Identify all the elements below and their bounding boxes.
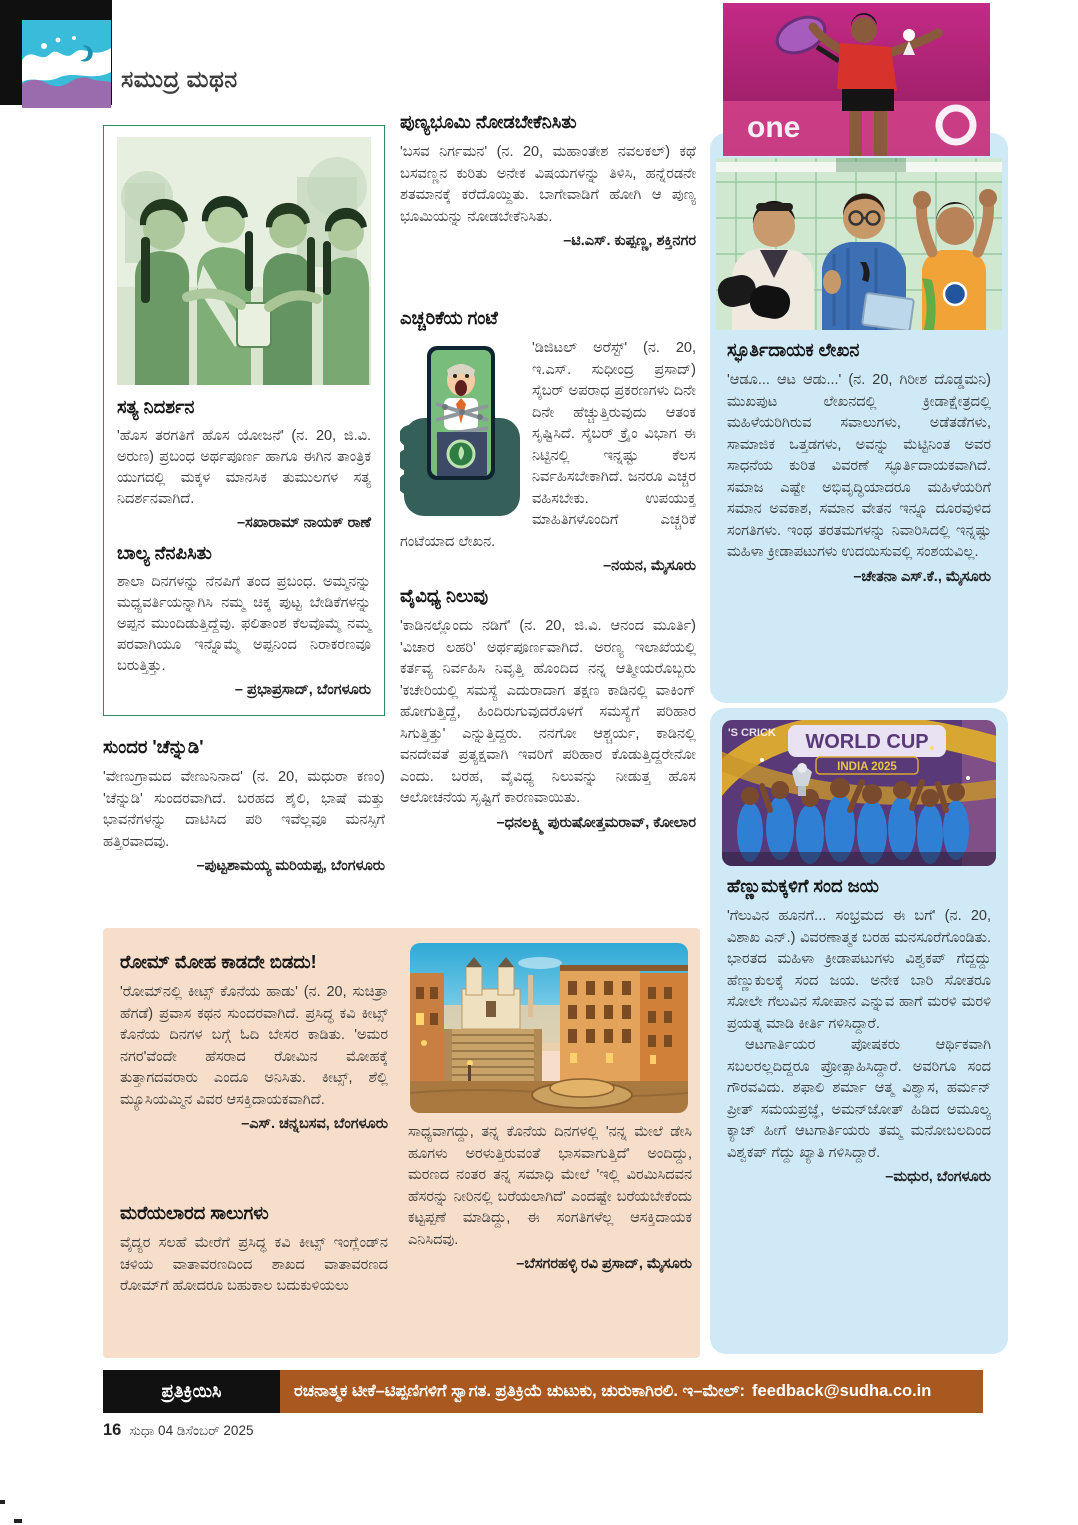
letter-title: ಸುಂದರ 'ಚೆನ್ನುಡಿ' bbox=[103, 737, 204, 757]
letter-body: 'ರೋಮ್‌ನಲ್ಲಿ ಕೀಟ್ಸ್ ಕೊನೆಯ ಹಾಡು' (ನ. 20, ಸುಚಿತ್ರಾ ಹೆಗಡೆ) ಪ್ರವಾಸ ಕಥನ ಸುಂದರವಾಗಿದೆ. ಪ್ರಸಿದ್ಧ ಕವಿ ಕೀಟ್ಸ್ ಕೊನೆಯ ದಿನಗಳ ಬಗ್ಗೆ ಓದಿ ಬೇಸರ ಕಾಡಿತು. 'ಅಮರ ನಗರ'ವೆಂದೇ ಹೆಸರಾದ ರೋಮಿನ ಮೋಹಕ್ಕೆ ತುತ್ತಾಗದವರಾರು ಎಂದೂ ಅನಿಸಿತು. ಕೀಟ್ಸ್, ಶೆಲ್ಲಿ ಮ್ಯೂಸಿಯಮ್ಮಿನ ವಿವರ ಆಸಕ್ತಿದಾಯಕವಾಗಿದೆ. bbox=[120, 984, 388, 1108]
page-footer bbox=[103, 1421, 253, 1440]
world-cup-photo bbox=[722, 720, 996, 866]
feedback-email-link[interactable]: feedback@sudha.co.in bbox=[752, 1382, 932, 1400]
letter-body: 'ಕಾಡಿನಲ್ಲೊಂದು ನಡಿಗೆ' (ನ. 20, ಜಿ.ವಿ. ಆನಂದ ಮೂರ್ತಿ) 'ವಿಚಾರ ಲಹರಿ' ಅರ್ಥಪೂರ್ಣವಾಗಿದೆ. ಅರಣ್ಯ ಇಲಾಖೆಯಲ್ಲಿ ಕರ್ತವ್ಯ ನಿರ್ವಹಿಸಿ ನಿವೃತ್ತಿ ಹೊಂದಿದ ನನ್ನ ಆತ್ಮೀಯರೊಬ್ಬರು 'ಕಚೇರಿಯಲ್ಲಿ ಸಮಸ್ಯೆ ಎದುರಾದಾಗ ತಕ್ಷಣ ಕಾಡಿನಲ್ಲಿ ವಾಕಿಂಗ್ ಹೋಗುತ್ತಿದ್ದೆ, ಹಿಂದಿರುಗುವುದರೊಳಗೆ ಸಮಸ್ಯೆಗೆ ಪರಿಹಾರ ಸಿಗುತ್ತಿತ್ತು' ಎನ್ನುತ್ತಿದ್ದರು. ನನಗೋ ಆಶ್ಚರ್ಯ, ಕಾಡಿನಲ್ಲಿ ವನದೇವತೆ ಪ್ರತ್ಯಕ್ಷವಾಗಿ ಇವರಿಗೆ ಪರಿಹಾರ ಕೊಡುತ್ತಿದ್ದರೇನೋ ಎಂದು. ಬರಹ, ವೈವಿಧ್ಯ ನಿಲುವನ್ನು ನೀಡುತ್ತ ಹೊಸ ಆಲೋಚನೆಯ ಸೃಷ್ಟಿಗೆ ಕಾರಣವಾಯಿತು. bbox=[400, 618, 696, 806]
letter-body: 'ಡಿಜಿಟಲ್ ಅರೆಸ್ಟ್' (ನ. 20, ಇ.ಎಸ್. ಸುಧೀಂದ್ರ ಪ್ರಸಾದ್) ಸೈಬರ್ ಅಪರಾಧ ಪ್ರಕರಣಗಳು ದಿನೇ ದಿನೇ ಹೆಚ್ಚುತ್ತಿರುವುದು ಆತಂಕ ಸೃಷ್ಟಿಸಿದೆ. ಸೈಬರ್ ಕ್ರೈಂ ವಿಭಾಗ ಈ ನಿಟ್ಟಿನಲ್ಲಿ ಇನ್ನಷ್ಟು ಕೆಲಸ ನಿರ್ವಹಿಸಬೇಕಾಗಿದೆ. ಜನರೂ ಎಚ್ಚರ ವಹಿಸಬೇಕು. ಉಪಯುಕ್ತ ಮಾಹಿತಿಗಳೊಂದಿಗೆ ಎಚ್ಚರಿಕೆ ಗಂಟೆಯಾದ ಲೇಖನ. bbox=[400, 340, 696, 550]
letter-body: 'ಗೆಲುವಿನ ಹೂನಗೆ... ಸಂಭ್ರಮದ ಈ ಬಗೆ' (ನ. 20, ವಿಶಾಖ ಎನ್.) ವಿವರಣಾತ್ಮಕ ಬರಹ ಮನಸೂರೆಗೊಂಡಿತು. ಭಾರತದ ಮಹಿಳಾ ಕ್ರೀಡಾಪಟುಗಳು ವಿಶ್ವಕಪ್ ಗೆದ್ದದ್ದು ಹೆಣ್ಣುಕುಲಕ್ಕೆ ಸಂದ ಜಯ. ಅನೇಕ ಬಾರಿ ಸೋತರೂ ಸೋಲೇ ಗೆಲುವಿನ ಸೋಪಾನ ಎನ್ನುವ ಹಾಗೆ ಮರಳಿ ಮರಳಿ ಪ್ರಯತ್ನ ಮಾಡಿ ಕೀರ್ತಿ ಗಳಿಸಿದ್ದಾರೆ. bbox=[727, 908, 991, 1032]
letter-body: ವೈದ್ಯರ ಸಲಹೆ ಮೇರೆಗೆ ಪ್ರಸಿದ್ಧ ಕವಿ ಕೀಟ್ಸ್ ಇಂಗ್ಲೆಂಡ್‌ನ ಚಳಿಯ ವಾತಾವರಣದಿಂದ ಶಾಖದ ವಾತಾವರಣದ ರೋಮ್‌ಗೆ ಹೋದರೂ ಬಹುಕಾಲ ಬದುಕುಳಿಯಲು bbox=[120, 1235, 388, 1294]
rome-spanish-steps-photo bbox=[410, 943, 688, 1113]
letter-keats-part1 bbox=[120, 1203, 388, 1353]
issue-info: ಸುಧಾ 04 ಡಿಸೆಂಬರ್ 2025 bbox=[129, 1423, 254, 1438]
scan-artifact bbox=[14, 1519, 22, 1523]
letter-spoorti bbox=[727, 340, 991, 692]
letter-title: ಬಾಲ್ಯ ನೆನಪಿಸಿತು bbox=[117, 543, 212, 563]
letter-title: ಪುಣ್ಯಭೂಮಿ ನೋಡಬೇಕೆನಿಸಿತು bbox=[400, 112, 577, 132]
letter-punyabhoomi bbox=[400, 112, 696, 305]
wave-logo-icon bbox=[22, 20, 111, 108]
feedback-message-text: ರಚನಾತ್ಮಕ ಟೀಕೆ–ಟಿಪ್ಪಣಿಗಳಿಗೆ ಸ್ವಾಗತ. ಪ್ರತಿಕ್ರಿಯೆ ಚುಟುಕು, ಚುರುಕಾಗಿರಲಿ. ಇ–ಮೇಲ್: bbox=[294, 1382, 746, 1400]
letter-keats-part2 bbox=[408, 1122, 692, 1354]
women-athletes-collage bbox=[716, 158, 1002, 330]
masthead-title: ಸಮುದ್ರ ಮಥನ bbox=[121, 66, 238, 92]
letter-body: 'ಬಸವ ನಿರ್ಗಮನ' (ನ. 20, ಮಹಾಂತೇಶ ನವಲಕಲ್) ಕಥೆ ಬಸವಣ್ಣನ ಕುರಿತು ಅನೇಕ ವಿಷಯಗಳನ್ನು ತಿಳಿಸಿ, ಹನ್ನೆರಡನೇ ಶತಮಾನಕ್ಕೆ ಕರೆದೊಯ್ದಿತು. ಬಾಗೇವಾಡಿಗೆ ಹೋಗಿ ಆ ಪುಣ್ಯ ಭೂಮಿಯನ್ನು ನೋಡಬೇಕೆನಿಸಿತು. bbox=[400, 144, 696, 225]
letter-author: –ಧನಲಕ್ಷ್ಮಿ ಪುರುಷೋತ್ತಮರಾವ್, ಕೋಲಾರ bbox=[496, 814, 696, 831]
schoolgirls-illustration bbox=[117, 137, 371, 385]
letter-title: ರೋಮ್ ಮೋಹ ಕಾಡದೇ ಬಿಡದು! bbox=[120, 952, 317, 972]
feedback-label: ಪ್ರತಿಕ್ರಿಯಿಸಿ bbox=[103, 1370, 280, 1413]
banner-corner-text: 'S CRICK bbox=[728, 727, 776, 739]
letter-title: ಮರೆಯಲಾರದ ಸಾಲುಗಳು bbox=[120, 1203, 269, 1223]
scan-artifact bbox=[0, 1500, 5, 1504]
letter-balya bbox=[104, 531, 384, 698]
letter-body: 'ವೇಣುಗ್ರಾಮದ ವೇಣುನಿನಾದ' (ನ. 20, ಮಧುರಾ ಕಣಂ) 'ಚೆನ್ನುಡಿ' ಸುಂದರವಾಗಿದೆ. ಬರಹದ ಶೈಲಿ, ಭಾಷೆ ಮತ್ತು ಭಾವನೆಗಳನ್ನು ದಾಟಿಸಿದ ಪರಿ ಇವೆಲ್ಲವೂ ಮನಸ್ಸಿಗೆ ಹತ್ತಿರವಾದವು. bbox=[103, 769, 385, 850]
letter-author: –ಪುಟ್ಟಶಾಮಯ್ಯ ಮರಿಯಪ್ಪ, ಬೆಂಗಳೂರು bbox=[196, 858, 385, 874]
letter-body: 'ಹೊಸ ತರಗತಿಗೆ ಹೊಸ ಯೋಜನೆ' (ನ. 20, ಜಿ.ವಿ. ಅರುಣ) ಪ್ರಬಂಧ ಅರ್ಥಪೂರ್ಣ ಹಾಗೂ ಈಗಿನ ತಾಂತ್ರಿಕ ಯುಗದಲ್ಲಿ ಮಕ್ಕಳ ಮಾನಸಿಕ ತುಮುಲಗಳ ಸತ್ಯ ನಿದರ್ಶನವಾಗಿದೆ. bbox=[117, 428, 371, 507]
letter-sundara bbox=[103, 737, 385, 927]
letter-vaividhya bbox=[400, 586, 696, 931]
letter-author: –ಟಿ.ಎಸ್. ಕುಪ್ಪಣ್ಣ, ಶಕ್ತಿನಗರ bbox=[563, 233, 696, 249]
letter-satya bbox=[104, 385, 384, 531]
world-cup-banner-text: WORLD CUP bbox=[805, 731, 929, 753]
letter-body: ಆಟಗಾರ್ತಿಯರ ಪೋಷಕರು ಆರ್ಥಿಕವಾಗಿ ಸಬಲರಲ್ಲದಿದ್ದರೂ ಪ್ರೋತ್ಸಾಹಿಸಿದ್ದಾರೆ. ಅವರಿಗೂ ಸಂದ ಗೌರವವಿದು. ಶಫಾಲಿ ಶರ್ಮಾ ಆತ್ಮ ವಿಶ್ವಾಸ, ಹರ್ಮನ್ ಪ್ರೀತ್ ಸಮಯಪ್ರಜ್ಞೆ, ಅಮನ್‌ಜೋತ್ ಹಿಡಿದ ಅಮೂಲ್ಯ ಕ್ಯಾಚ್ ಹೀಗೆ ಆಟಗಾರ್ತಿಯರು ತಮ್ಮ ಮನೋಬಲದಿಂದ ವಿಶ್ವಕಪ್ ಗೆದ್ದು ಖ್ಯಾತಿ ಗಳಿಸಿದ್ದಾರೆ. bbox=[727, 1037, 991, 1161]
letter-body: 'ಆಡೂ... ಆಟ ಆಡು...' (ನ. 20, ಗಿರೀಶ ದೊಡ್ಡಮನಿ) ಮುಖಪುಟ ಲೇಖನದಲ್ಲಿ ಕ್ರೀಡಾಕ್ಷೇತ್ರದಲ್ಲಿ ಮಹಿಳೆಯರಿಗಿರುವ ಸವಾಲುಗಳು, ಅಡೆತಡೆಗಳು, ಸಾಮಾಜಿಕ ಒತ್ತಡಗಳು, ಅವನ್ನು ಮೆಟ್ಟಿನಿಂತ ಅವರ ಸಾಧನೆಯ ಕುರಿತ ವಿವರಣೆ ಸ್ಫೂರ್ತಿದಾಯಕವಾಗಿದೆ. ಸಮಾಜ ಎಷ್ಟೇ ಅಭಿವೃದ್ಧಿಯಾದರೂ ಮಹಿಳೆಯರಿಗೆ ಸಮಾನ ಅವಕಾಶ, ಸಮಾನ ವೇತನ ಇನ್ನೂ ದೂರವುಳಿದ ಸಂಗತಿಗಳು. ಇಂಥ ತರತಮಗಳನ್ನು ನಿವಾರಿಸಿದಲ್ಲಿ ಇನ್ನಷ್ಟು ಮಹಿಳಾ ಕ್ರೀಡಾಪಟುಗಳು ಉದಯಿಸುವಲ್ಲಿ ಸಂಶಯವಿಲ್ಲ. bbox=[727, 372, 991, 560]
letter-author: –ಎಸ್. ಚನ್ನಬಸವ, ಬೆಂಗಳೂರು bbox=[241, 1116, 388, 1132]
letter-rome bbox=[120, 952, 388, 1200]
badminton-player-photo bbox=[723, 3, 990, 156]
india-2025-text: INDIA 2025 bbox=[837, 761, 897, 773]
letter-author: –ಚೇತನಾ ಎಸ್.ಕೆ., ಮೈಸೂರು bbox=[853, 568, 991, 585]
letter-title: ಹೆಣ್ಣುಮಕ್ಕಳಿಗೆ ಸಂದ ಜಯ bbox=[727, 876, 879, 896]
letter-author: –ನಯನ, ಮೈಸೂರು bbox=[603, 558, 696, 574]
letter-title: ಸ್ಫೂರ್ತಿದಾಯಕ ಲೇಖನ bbox=[727, 340, 860, 360]
letter-body: ಶಾಲಾ ದಿನಗಳನ್ನು ನೆನಪಿಗೆ ತಂದ ಪ್ರಬಂಧ. ಅಮ್ಮನನ್ನು ಮಧ್ಯವರ್ತಿಯನ್ನಾಗಿಸಿ ನಮ್ಮ ಚಿಕ್ಕ ಪುಟ್ಟ ಬೇಡಿಕೆಗಳನ್ನು ಅಪ್ಪನ ಮುಂದಿಡುತ್ತಿದ್ದೆವು. ಫಲಿತಾಂಶ ಕೆಲವೊಮ್ಮೆ ನಮ್ಮ ಪರವಾಗಿಯೂ ಇನ್ನೊಮ್ಮೆ ಅಪ್ಪನಿಂದ ನಿರಾಕರಣವೂ ಬರುತ್ತಿತ್ತು. bbox=[117, 574, 371, 674]
letter-hennu bbox=[727, 876, 991, 1344]
feedback-message bbox=[280, 1370, 983, 1413]
letter-author: –ಸಖಾರಾಮ್ ನಾಯಕ್ ರಾಣೆ bbox=[236, 515, 371, 531]
letter-author: – ಪ್ರಭಾಪ್ರಸಾದ್, ಬೆಂಗಳೂರು bbox=[234, 682, 371, 698]
letter-echarike bbox=[400, 308, 696, 580]
page-number: 16 bbox=[103, 1421, 122, 1439]
green-letterbox bbox=[103, 125, 385, 716]
letter-author: –ಮಧುರ, ಬೆಂಗಳೂರು bbox=[885, 1169, 991, 1185]
letter-title: ಸತ್ಯ ನಿದರ್ಶನ bbox=[117, 397, 195, 417]
feedback-bar bbox=[103, 1370, 983, 1413]
letter-title: ಎಚ್ಚರಿಕೆಯ ಗಂಟೆ bbox=[400, 308, 498, 328]
letter-title: ವೈವಿಧ್ಯ ನಿಲುವು bbox=[400, 586, 489, 606]
letter-author: –ಬೆಸಗರಹಳ್ಳಿ ರವಿ ಪ್ರಸಾದ್, ಮೈಸೂರು bbox=[516, 1256, 692, 1272]
letter-body: ಸಾಧ್ಯವಾಗದ್ದು, ತನ್ನ ಕೊನೆಯ ದಿನಗಳಲ್ಲಿ 'ನನ್ನ ಮೇಲೆ ಡೇಸಿ ಹೂಗಳು ಅರಳುತ್ತಿರುವಂತೆ ಭಾಸವಾಗುತ್ತಿದೆ' ಅಂದಿದ್ದು, ಮರಣದ ನಂತರ ತನ್ನ ಸಮಾಧಿ ಮೇಲೆ 'ಇಲ್ಲಿ ವಿರಮಿಸಿದವನ ಹೆಸರನ್ನು ನೀರಿನಲ್ಲಿ ಬರೆಯಲಾಗಿದೆ' ಎಂದಷ್ಟೇ ಬರೆಯಬೇಕೆಂದು ಕಟ್ಟಪ್ಪಣೆ ಮಾಡಿದ್ದು, ಈ ಸಂಗತಿಗಳೆಲ್ಲ ಆಸಕ್ತಿದಾಯಕ ಎನಿಸಿದವು. bbox=[408, 1124, 692, 1248]
sponsor-text: one bbox=[747, 111, 801, 144]
digital-arrest-cartoon bbox=[400, 340, 522, 516]
